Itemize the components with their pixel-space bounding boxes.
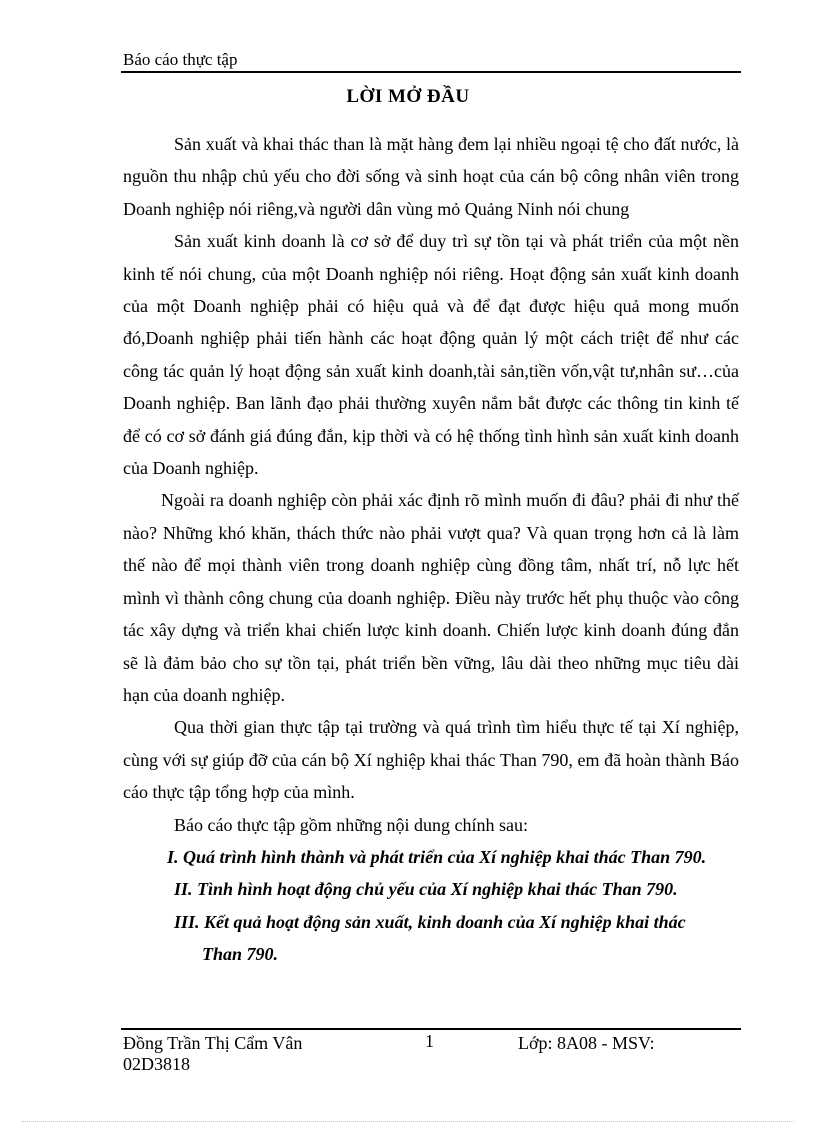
outline-item-3 bbox=[123, 906, 739, 971]
paragraph-3: Ngoài ra doanh nghiệp còn phải xác định rõ mình muốn đi đâu? phải đi như thế nào? Những khó khăn, thách thức nào phải vượt qua? Và quan trọng hơn cả là làm thế nào để mọi thành viên trong doanh nghiệp cùng đồng tâm, nhất trí, nỗ lực hết mình vì thành công chung của doanh nghiệp. Điều này trước hết phụ thuộc vào công tác xây dựng và triển khai chiến lược kinh doanh. Chiến lược kinh doanh đúng đắn sẽ là đảm bảo cho sự tồn tại, phát triển bền vững, lâu dài theo những mục tiêu dài hạn của doanh nghiệp. bbox=[123, 490, 739, 705]
page-bottom-boundary bbox=[22, 1121, 794, 1122]
outline-list bbox=[123, 841, 739, 971]
footer-author-block bbox=[123, 1033, 302, 1075]
paragraph-1: Sản xuất và khai thác than là mặt hàng đem lại nhiều ngoại tệ cho đất nước, là nguồn thu nhập chủ yếu cho đời sống và sinh hoạt của cán bộ công nhân viên trong Doanh nghiệp nói riêng,và người dân vùng mỏ Quảng Ninh nói chung bbox=[123, 134, 739, 219]
page-number: 1 bbox=[425, 1031, 434, 1051]
outline-item-3-line-1: III. Kết quả hoạt động sản xuất, kinh doanh của Xí nghiệp khai thác bbox=[174, 911, 686, 932]
footer-class-info: Lớp: 8A08 - MSV: bbox=[518, 1033, 655, 1053]
body-text bbox=[123, 128, 739, 971]
header-rule bbox=[121, 71, 741, 73]
outline-intro: Báo cáo thực tập gồm những nội dung chính sau: bbox=[174, 814, 528, 835]
outline-item-2: II. Tình hình hoạt động chủ yếu của Xí nghiệp khai thác Than 790. bbox=[174, 879, 678, 900]
running-header: Báo cáo thực tập bbox=[123, 50, 238, 69]
paragraph-2: Sản xuất kinh doanh là cơ sở để duy trì sự tồn tại và phát triển của một nền kinh tế nói chung, của một Doanh nghiệp nói riêng. Hoạt động sản xuất kinh doanh của một Doanh nghiệp phải có hiệu quả và để đạt được hiệu quả mong muốn đó,Doanh nghiệp phải tiến hành các hoạt động quản lý một cách triệt để như các công tác quản lý hoạt động sản xuất kinh doanh,tài sản,tiền vốn,vật tư,nhân sư…của Doanh nghiệp. Ban lãnh đạo phải thường xuyên nắm bắt được các thông tin kinh tế để có cơ sở đánh giá đúng đắn, kịp thời và có hệ thống tình hình sản xuất kinh doanh của Doanh nghiệp. bbox=[123, 231, 739, 479]
footer-author: Đồng Trần Thị Cẩm Vân bbox=[123, 1033, 303, 1053]
paragraph-4: Qua thời gian thực tập tại trường và quá trình tìm hiểu thực tế tại Xí nghiệp, cùng với sự giúp đỡ của cán bộ Xí nghiệp khai thác Than 790, em đã hoàn thành Báo cáo thực tập tổng hợp của mình. bbox=[123, 717, 739, 803]
footer-student-code: 02D3818 bbox=[123, 1054, 190, 1074]
page-title: LỜI MỞ ĐẦU bbox=[346, 86, 470, 107]
footer-rule bbox=[121, 1028, 741, 1030]
outline-item-3-line-2: Than 790. bbox=[202, 944, 279, 965]
outline-item-1: I. Quá trình hình thành và phát triển của Xí nghiệp khai thác Than 790. bbox=[167, 846, 707, 867]
